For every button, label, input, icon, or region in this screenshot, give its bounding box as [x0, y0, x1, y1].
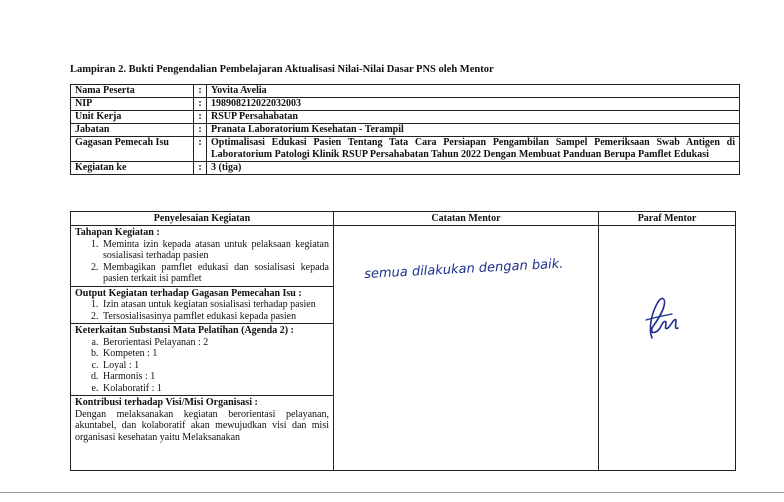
signature-stroke — [646, 314, 672, 320]
kontribusi-section — [71, 396, 333, 444]
header-paraf: Paraf Mentor — [599, 212, 736, 226]
mentor-note-handwriting — [360, 248, 600, 288]
info-colon: : — [194, 111, 207, 124]
output-item: 1. Izin atasan untuk kegiatan sosialisasi terhadap pasien — [101, 299, 329, 311]
tahapan-heading: Tahapan Kegiatan : — [75, 227, 160, 238]
info-colon: : — [194, 85, 207, 98]
info-label: Nama Peserta — [71, 85, 194, 98]
info-row — [71, 137, 740, 162]
keterkaitan-item: c. Loyal : 1 — [101, 360, 329, 372]
page-title: Lampiran 2. Bukti Pengendalian Pembelajaran Aktualisasi Nilai-Nilai Dasar PNS oleh Mentor — [70, 64, 494, 75]
info-row — [71, 111, 740, 124]
info-value: Yovita Avelia — [207, 85, 740, 98]
mentor-note-text: semua dilakukan dengan baik. — [363, 256, 564, 283]
info-label: Kegiatan ke — [71, 162, 194, 175]
info-value: 198908212022032003 — [207, 98, 740, 111]
info-label: Jabatan — [71, 124, 194, 137]
info-colon: : — [194, 124, 207, 137]
output-item: 2. Tersosialisasinya pamflet edukasi kepada pasien — [101, 311, 329, 323]
keterkaitan-heading: Keterkaitan Substansi Mata Pelatihan (Agenda 2) : — [75, 325, 294, 336]
keterkaitan-item: e. Kolaboratif : 1 — [101, 383, 329, 395]
participant-info-table — [70, 84, 740, 175]
keterkaitan-item: d. Harmonis : 1 — [101, 371, 329, 383]
info-colon: : — [194, 162, 207, 175]
info-label: Gagasan Pemecah Isu — [71, 137, 194, 162]
info-row — [71, 98, 740, 111]
page-bottom-rule — [0, 492, 784, 493]
info-value: RSUP Persahabatan — [207, 111, 740, 124]
tahapan-list — [75, 239, 329, 285]
keterkaitan-list — [75, 337, 329, 395]
info-row — [71, 124, 740, 137]
info-row — [71, 85, 740, 98]
tahapan-item: 1. Meminta izin kepada atasan untuk pelaksaan kegiatan sosialisasi terhadap pasien — [101, 239, 329, 262]
keterkaitan-item: b. Kompeten : 1 — [101, 348, 329, 360]
output-heading: Output Kegiatan terhadap Gagasan Pemecahan Isu : — [75, 287, 302, 299]
info-value: Optimalisasi Edukasi Pasien Tentang Tata Cara Persiapan Pengambilan Sampel Pemeriksaan Swab Antigen di Laboratorium Patologi Klinik RSUP Persahabatan Tahun 2022 Dengan Membuat Panduan Berupa Pamflet Edukasi — [207, 137, 740, 162]
info-colon: : — [194, 137, 207, 162]
output-section — [71, 287, 333, 325]
penyelesaian-cell — [71, 226, 334, 471]
info-label: NIP — [71, 98, 194, 111]
info-label: Unit Kerja — [71, 111, 194, 124]
paraf-mentor-cell — [599, 226, 736, 471]
info-value: Pranata Laboratorium Kesehatan - Terampil — [207, 124, 740, 137]
kontribusi-heading: Kontribusi terhadap Visi/Misi Organisasi : — [75, 397, 258, 408]
keterkaitan-item: a. Berorientasi Pelayanan : 2 — [101, 337, 329, 349]
info-row — [71, 162, 740, 175]
info-value: 3 (tiga) — [207, 162, 740, 175]
output-list — [75, 299, 329, 322]
info-colon: : — [194, 98, 207, 111]
mentor-signature — [632, 292, 692, 346]
tahapan-item: 2. Membagikan pamflet edukasi dan sosialisasi kepada pasien terkait isi pamflet — [101, 262, 329, 285]
header-penyelesaian: Penyelesaian Kegiatan — [71, 212, 334, 226]
header-catatan: Catatan Mentor — [334, 212, 599, 226]
keterkaitan-section — [71, 324, 333, 396]
tahapan-section — [71, 226, 333, 287]
kontribusi-text: Dengan melaksanakan kegiatan berorientasi pelayanan, akuntabel, dan kolaboratif akan mewujudkan visi dan misi organisasi kesehatan yaitu Melaksanakan — [75, 408, 329, 443]
